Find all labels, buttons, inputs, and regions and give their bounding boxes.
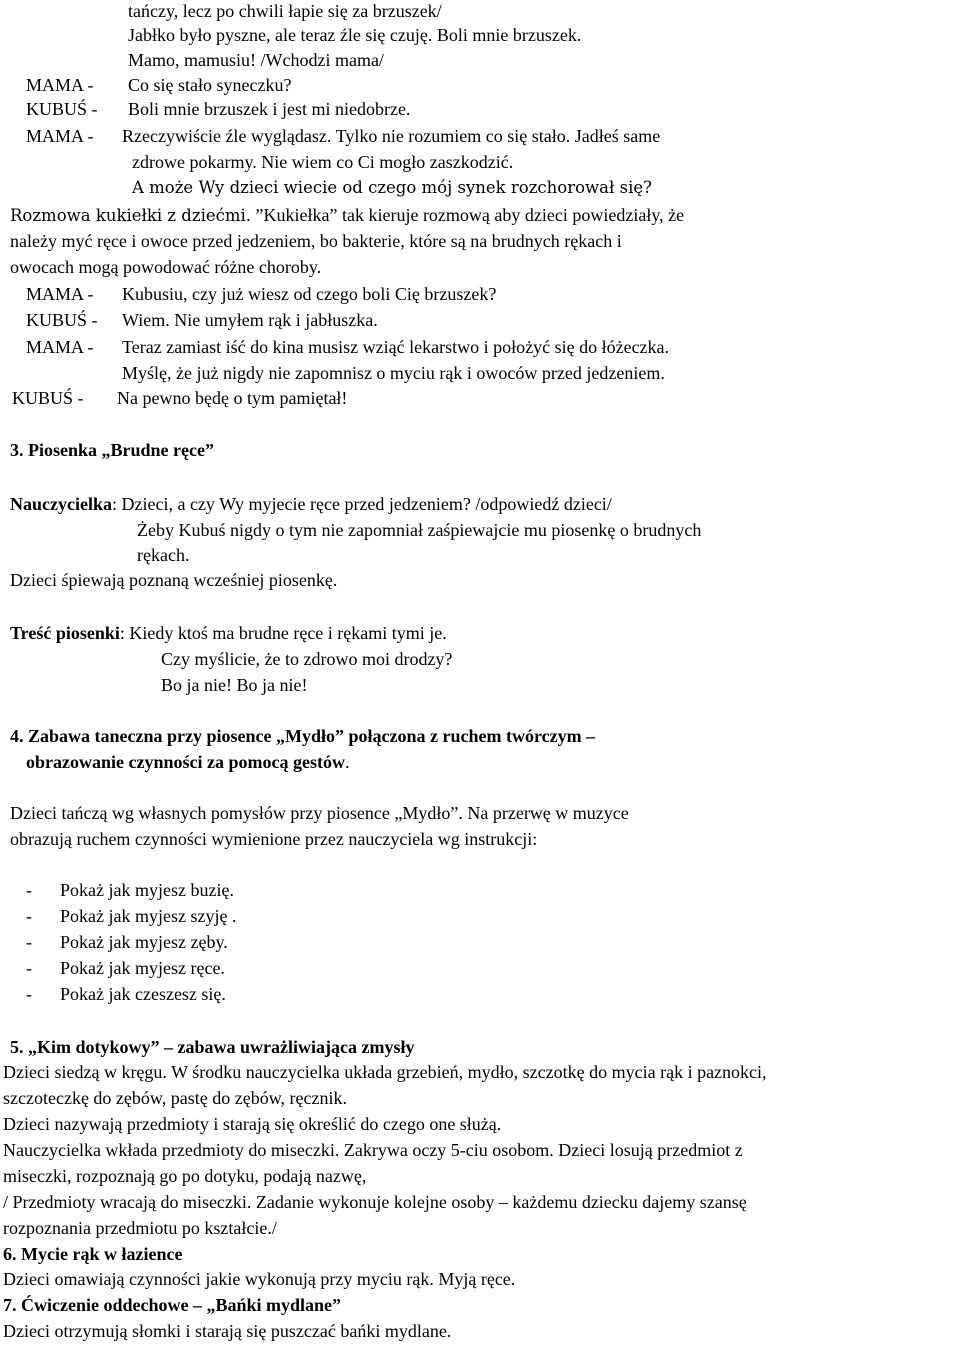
teacher-line bbox=[10, 493, 612, 515]
dialogue-text: Na pewno będę o tym pamiętał! bbox=[117, 388, 348, 408]
dialogue-speaker-mama: MAMA - bbox=[26, 75, 94, 95]
section-7-line: Dzieci otrzymują słomki i starają się puszczać bańki mydlane. bbox=[3, 1321, 452, 1341]
section-5-line: Dzieci siedzą w kręgu. W środku nauczycielka układa grzebień, mydło, szczotkę do mycia rąk i paznokci, bbox=[3, 1062, 767, 1082]
section-7-heading: 7. Ćwiczenie oddechowe – „Bańki mydlane” bbox=[3, 1295, 342, 1315]
list-item: Pokaż jak czeszesz się. bbox=[60, 984, 226, 1004]
narration-line: owocach mogą powodować różne choroby. bbox=[10, 257, 322, 277]
section-5-line: / Przedmioty wracają do miseczki. Zadanie wykonuje kolejne osoby – każdemu dziecku dajemy szansę bbox=[3, 1192, 747, 1212]
section-4-heading-period: . bbox=[344, 752, 350, 772]
section-5-line: rozpoznania przedmiotu po kształcie./ bbox=[3, 1218, 277, 1238]
dialogue-text: A może Wy dzieci wiecie od czego mój synek rozchorował się? bbox=[132, 178, 652, 197]
dialogue-speaker-kubus: KUBUŚ - bbox=[12, 388, 84, 408]
section-4-heading: 4. Zabawa taneczna przy piosence „Mydło” połączona z ruchem twórczym – bbox=[10, 726, 596, 746]
dialogue-text: Boli mnie brzuszek i jest mi niedobrze. bbox=[128, 99, 411, 119]
lyrics-line-2: Czy myślicie, że to zdrowo moi drodzy? bbox=[161, 649, 453, 669]
section-5-line: Dzieci nazywają przedmioty i starają się określić do czego one służą. bbox=[3, 1114, 502, 1134]
teacher-line-2: Żeby Kubuś nigdy o tym nie zapomniał zaśpiewajcie mu piosenkę o brudnych bbox=[137, 520, 702, 540]
narration-line bbox=[10, 204, 684, 227]
scene-line-1: tańczy, lecz po chwili łapie się za brzuszek/ bbox=[128, 1, 442, 21]
section-6-line: Dzieci omawiają czynności jakie wykonują przy myciu rąk. Myją ręce. bbox=[3, 1269, 516, 1289]
narration-text: ”Kukiełka” tak kieruje rozmową aby dzieci powiedziały, że bbox=[251, 205, 685, 225]
teacher-label: Nauczycielka bbox=[10, 494, 112, 514]
dialogue-text: Wiem. Nie umyłem rąk i jabłuszka. bbox=[122, 310, 378, 330]
section-5-line: miseczki, rozpoznają go po dotyku, podają nazwę, bbox=[3, 1166, 367, 1186]
list-item: Pokaż jak myjesz zęby. bbox=[60, 932, 228, 952]
list-item: Pokaż jak myjesz buzię. bbox=[60, 880, 234, 900]
section-6-heading: 6. Mycie rąk w łazience bbox=[3, 1244, 183, 1264]
dialogue-speaker-mama: MAMA - bbox=[26, 284, 94, 304]
dialogue-speaker-kubus: KUBUŚ - bbox=[26, 310, 98, 330]
section-5-heading: 5. „Kim dotykowy” – zabawa uwrażliwiająca zmysły bbox=[10, 1037, 415, 1057]
lyrics-line bbox=[10, 622, 447, 644]
lyrics-line-3: Bo ja nie! Bo ja nie! bbox=[161, 675, 308, 695]
teacher-line-3: rękach. bbox=[137, 545, 190, 565]
narration-label: Rozmowa kukiełki z dziećmi. bbox=[10, 206, 252, 225]
teacher-text: : Dzieci, a czy Wy myjecie ręce przed jedzeniem? /odpowiedź dzieci/ bbox=[111, 494, 612, 514]
section-4-paragraph-1: Dzieci tańczą wg własnych pomysłów przy piosence „Mydło”. Na przerwę w muzyce bbox=[10, 803, 629, 823]
dialogue-text: Kubusiu, czy już wiesz od czego boli Cię brzuszek? bbox=[122, 284, 497, 304]
scene-line-2: Jabłko było pyszne, ale teraz źle się czuję. Boli mnie brzuszek. bbox=[128, 25, 582, 45]
dialogue-speaker-mama: MAMA - bbox=[26, 337, 94, 357]
dialogue-speaker-mama: MAMA - bbox=[26, 126, 94, 146]
section-3-heading: 3. Piosenka „Brudne ręce” bbox=[10, 440, 214, 460]
section-4-heading-2 bbox=[26, 751, 349, 773]
dialogue-text: Co się stało syneczku? bbox=[128, 75, 292, 95]
section-5-line: szczoteczkę do zębów, pastę do zębów, ręcznik. bbox=[3, 1088, 347, 1108]
dialogue-speaker-kubus: KUBUŚ - bbox=[26, 99, 98, 119]
dialogue-text: zdrowe pokarmy. Nie wiem co Ci mogło zaszkodzić. bbox=[132, 152, 514, 172]
dialogue-text: Myślę, że już nigdy nie zapomnisz o myciu rąk i owoców przed jedzeniem. bbox=[122, 363, 665, 383]
dialogue-text: Rzeczywiście źle wyglądasz. Tylko nie rozumiem co się stało. Jadłeś same bbox=[122, 126, 661, 146]
section-3-note: Dzieci śpiewają poznaną wcześniej piosenkę. bbox=[10, 570, 338, 590]
lyrics-text: : Kiedy ktoś ma brudne ręce i rękami tymi je. bbox=[119, 623, 447, 643]
list-dash: - bbox=[26, 958, 32, 978]
section-4-paragraph-2: obrazują ruchem czynności wymienione przez nauczyciela wg instrukcji: bbox=[10, 829, 538, 849]
lyrics-label: Treść piosenki bbox=[10, 623, 120, 643]
section-5-line: Nauczycielka wkłada przedmioty do miseczki. Zakrywa oczy 5-ciu osobom. Dzieci losują przedmiot z bbox=[3, 1140, 743, 1160]
narration-line: należy myć ręce i owoce przed jedzeniem, bo bakterie, które są na brudnych rękach i bbox=[10, 231, 622, 251]
list-item: Pokaż jak myjesz szyję . bbox=[60, 906, 237, 926]
list-item: Pokaż jak myjesz ręce. bbox=[60, 958, 225, 978]
section-4-heading-text: obrazowanie czynności za pomocą gestów bbox=[26, 752, 345, 772]
list-dash: - bbox=[26, 932, 32, 952]
list-dash: - bbox=[26, 880, 32, 900]
list-dash: - bbox=[26, 906, 32, 926]
scene-line-3: Mamo, mamusiu! /Wchodzi mama/ bbox=[128, 50, 384, 70]
dialogue-text: Teraz zamiast iść do kina musisz wziąć lekarstwo i położyć się do łóżeczka. bbox=[122, 337, 670, 357]
list-dash: - bbox=[26, 984, 32, 1004]
